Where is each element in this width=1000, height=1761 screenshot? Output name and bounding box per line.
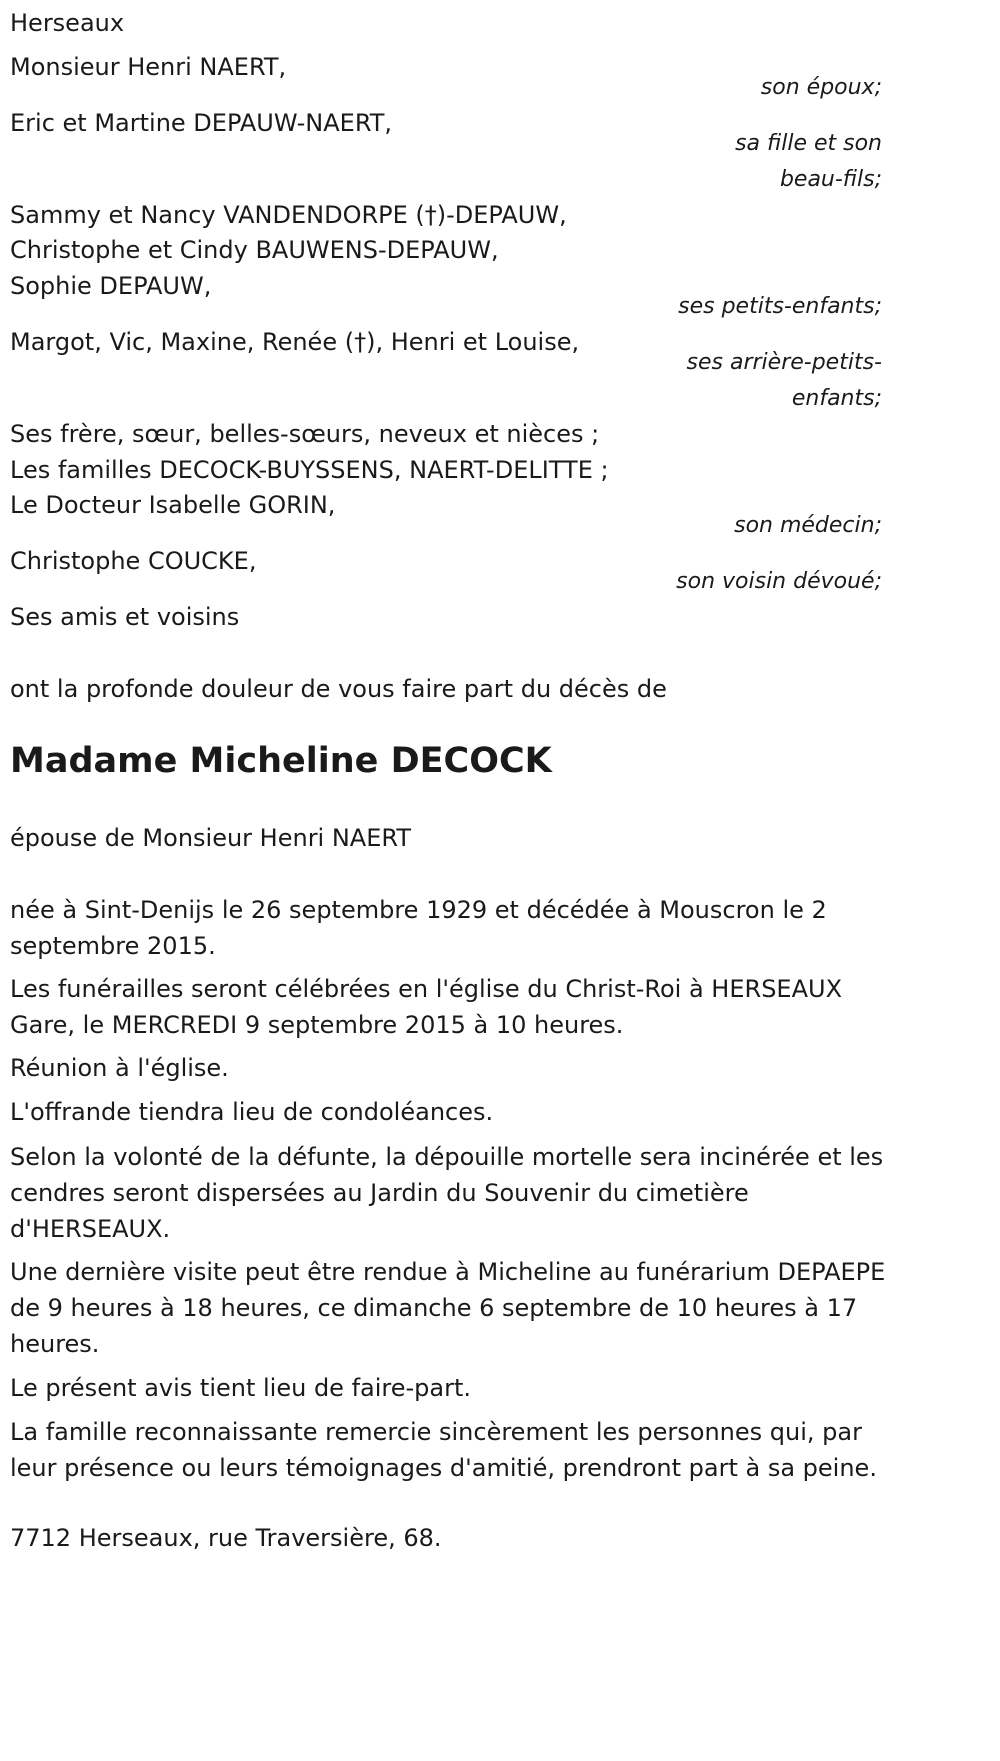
paragraph-offering: L'offrande tiendra lieu de condoléances. [10,1098,494,1126]
paragraph-notice: Le présent avis tient lieu de faire-part. [10,1374,472,1402]
place-heading: Herseaux [10,9,125,37]
family-name-grandchild-3: Sophie DEPAUW, [10,272,212,300]
deceased-name: Madame Micheline DECOCK [10,741,552,781]
family-role-neighbor: son voisin dévoué; [676,569,882,594]
address: 7712 Herseaux, rue Traversière, 68. [10,1524,442,1552]
family-name-great-grandchildren: Margot, Vic, Maxine, Renée (†), Henri et Louise, [10,328,580,356]
announcement-text: ont la profonde douleur de vous faire part du décès de [10,675,667,703]
family-role-daughter-line2: beau-fils; [779,167,882,192]
family-role-spouse: son époux; [760,75,882,100]
family-name-daughter: Eric et Martine DEPAUW-NAERT, [10,109,393,137]
paragraph-visit: Une dernière visite peut être rendue à Micheline au funérarium DEPAEPE de 9 heures à 18 heures, ce dimanche 6 septembre de 10 heures à 17 heures. [10,1258,886,1358]
family-role-doctor: son médecin; [734,513,882,538]
family-name-grandchild-1: Sammy et Nancy VANDENDORPE (†)-DEPAUW, [10,201,567,229]
family-name-neighbor: Christophe COUCKE, [10,547,257,575]
paragraph-cremation: Selon la volonté de la défunte, la dépouille mortelle sera incinérée et les cendres seront dispersées au Jardin du Souvenir du cimetière d'HERSEAUX. [10,1143,884,1243]
paragraph-birth-death: née à Sint-Denijs le 26 septembre 1929 et décédée à Mouscron le 2 septembre 2015. [10,896,827,960]
paragraph-reunion: Réunion à l'église. [10,1054,229,1082]
family-role-great-grandchildren-line2: enfants; [791,386,882,411]
family-role-great-grandchildren-line1: ses arrière-petits- [686,350,882,375]
family-name-siblings: Ses frère, sœur, belles-sœurs, neveux et nièces ; [10,420,600,448]
family-role-grandchildren: ses petits-enfants; [678,294,882,319]
family-name-friends: Ses amis et voisins [10,603,240,631]
paragraph-funeral: Les funérailles seront célébrées en l'église du Christ-Roi à HERSEAUX Gare, le MERCREDI 9 septembre 2015 à 10 heures. [10,975,843,1039]
family-name-families: Les familles DECOCK-BUYSSENS, NAERT-DELITTE ; [10,456,609,484]
family-name-spouse: Monsieur Henri NAERT, [10,53,287,81]
family-name-doctor: Le Docteur Isabelle GORIN, [10,491,336,519]
paragraph-thanks: La famille reconnaissante remercie sincèrement les personnes qui, par leur présence ou leurs témoignages d'amitié, prendront part à sa peine. [10,1418,877,1482]
family-role-daughter-line1: sa fille et son [735,131,882,156]
family-name-grandchild-2: Christophe et Cindy BAUWENS-DEPAUW, [10,236,499,264]
deceased-spouse: épouse de Monsieur Henri NAERT [10,824,411,852]
